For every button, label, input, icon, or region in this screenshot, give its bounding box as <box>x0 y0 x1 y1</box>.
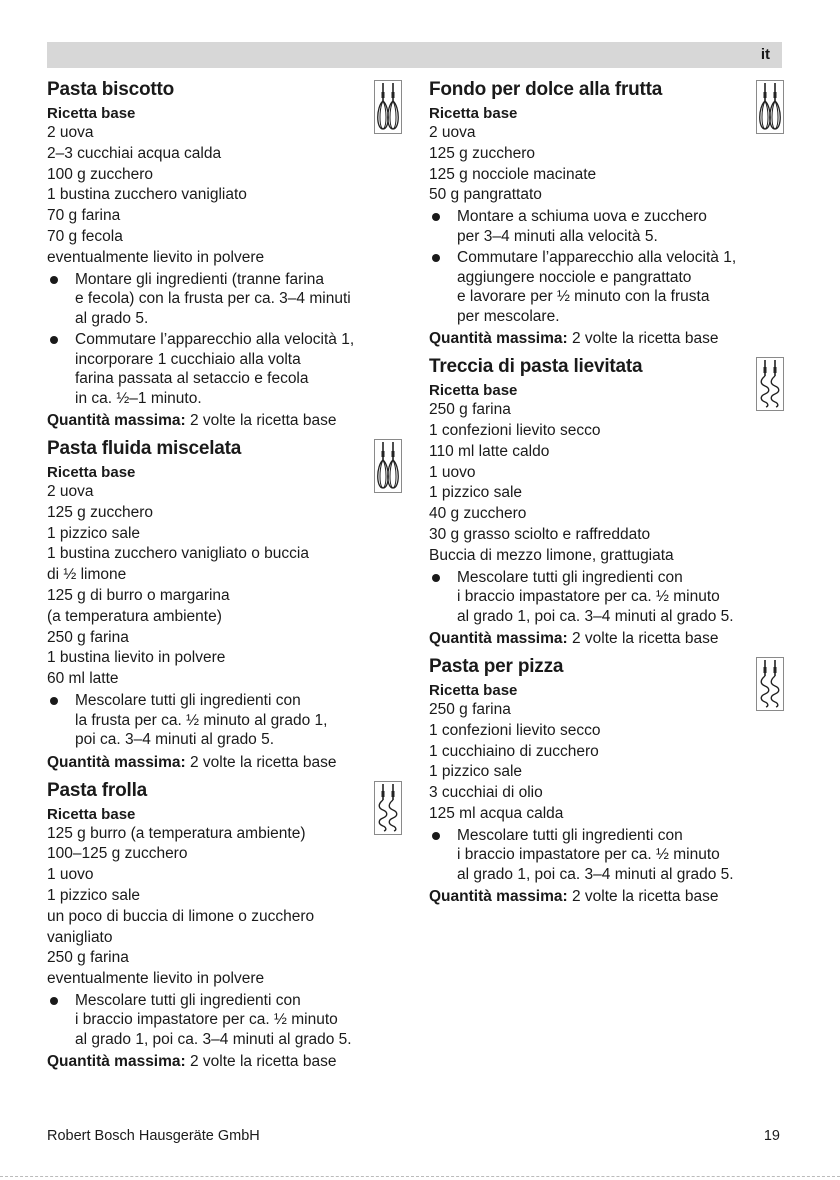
ingredient-line: vanigliato <box>47 928 113 946</box>
instruction-bullet <box>429 568 784 627</box>
recipe-subtitle: Ricetta base <box>47 805 136 823</box>
recipe-title: Pasta fluida miscelata <box>47 438 242 460</box>
bullet-dot-icon <box>50 276 58 284</box>
max-quantity-line <box>429 628 784 649</box>
ingredient-line: 125 g zucchero <box>429 144 535 162</box>
max-quantity-value: 2 volte la ricetta base <box>190 412 337 430</box>
max-quantity-label: Quantità massima: <box>429 330 568 348</box>
ingredient-line: 1 bustina lievito in polvere <box>47 649 226 667</box>
ingredient-line: 125 ml acqua calda <box>429 805 564 823</box>
instruction-bullet <box>47 330 402 408</box>
instruction-bullet <box>47 991 402 1050</box>
ingredient-line: 125 g zucchero <box>47 503 153 521</box>
recipe-subtitle: Ricetta base <box>429 105 518 122</box>
bullet-dot-icon <box>432 832 440 840</box>
ingredient-line: 2–3 cucchiai acqua calda <box>47 144 222 162</box>
recipe-section <box>429 355 784 649</box>
recipe-section <box>429 78 784 349</box>
footer-company: Robert Bosch Hausgeräte GmbH <box>47 1128 260 1144</box>
recipe-subtitle: Ricetta base <box>47 464 136 482</box>
instruction-bullet <box>429 207 784 246</box>
left-column <box>47 78 402 1078</box>
instruction-text: Mescolare tutti gli ingredienti con i braccio impastatore per ca. ½ minuto al grado 1, poi ca. 3–4 minuti al grado 5. <box>457 826 734 883</box>
ingredient-line: eventualmente lievito in polvere <box>47 248 265 266</box>
recipe-section <box>47 437 402 772</box>
whisk-icon <box>756 80 784 134</box>
instruction-bullet <box>429 248 784 326</box>
ingredient-line: 125 g nocciole macinate <box>429 165 597 183</box>
ingredient-line: 1 pizzico sale <box>429 484 523 502</box>
ingredient-line: 70 g fecola <box>47 227 123 245</box>
ingredient-line: 1 uovo <box>47 866 94 884</box>
ingredient-line: 1 cucchiaino di zucchero <box>429 742 599 760</box>
max-quantity-label: Quantità massima: <box>429 630 568 648</box>
ingredient-line: 1 bustina zucchero vanigliato o buccia <box>47 545 309 563</box>
ingredient-line: 250 g farina <box>47 628 129 646</box>
bullet-dot-icon <box>50 336 58 344</box>
instruction-text: Mescolare tutti gli ingredienti con la frusta per ca. ½ minuto al grado 1, poi ca. 3–4 minuti al grado 5. <box>75 692 328 749</box>
dough-hook-icon <box>756 357 784 411</box>
bullet-dot-icon <box>50 697 58 705</box>
ingredient-line: 30 g grasso sciolto e raffreddato <box>429 525 651 543</box>
bullet-dot-icon <box>50 997 58 1005</box>
ingredient-line: 1 uovo <box>429 463 476 481</box>
max-quantity-line <box>429 886 784 907</box>
header-bar <box>47 42 782 68</box>
ingredient-line: 125 g di burro o margarina <box>47 587 230 605</box>
ingredient-line: (a temperatura ambiente) <box>47 607 222 625</box>
ingredient-line: 50 g pangrattato <box>429 186 542 204</box>
max-quantity-value: 2 volte la ricetta base <box>572 630 719 648</box>
ingredient-line: di ½ limone <box>47 566 127 584</box>
recipe-subtitle: Ricetta base <box>429 382 518 400</box>
max-quantity-value: 2 volte la ricetta base <box>572 888 719 906</box>
ingredient-line: 1 pizzico sale <box>47 524 141 542</box>
ingredient-line: 100 g zucchero <box>47 165 153 183</box>
dough-hook-icon <box>374 781 402 835</box>
ingredient-line: 1 pizzico sale <box>429 763 523 781</box>
ingredient-line: 2 uova <box>47 124 94 141</box>
instruction-bullet <box>47 270 402 329</box>
max-quantity-value: 2 volte la ricetta base <box>190 1053 337 1071</box>
max-quantity-value: 2 volte la ricetta base <box>190 753 337 771</box>
ingredient-line: 125 g burro (a temperatura ambiente) <box>47 824 306 842</box>
max-quantity-line <box>47 1051 402 1072</box>
instruction-bullet <box>429 826 784 885</box>
ingredient-line: 1 pizzico sale <box>47 886 141 904</box>
ingredient-line: eventualmente lievito in polvere <box>47 970 265 988</box>
ingredient-line: 70 g farina <box>47 207 121 225</box>
instruction-text: Montare a schiuma uova e zucchero per 3–4 minuti alla velocità 5. <box>457 208 707 245</box>
ingredient-line: 250 g farina <box>429 701 511 719</box>
ingredient-line: Buccia di mezzo limone, grattugiata <box>429 546 674 564</box>
recipe-subtitle: Ricetta base <box>429 682 518 700</box>
instruction-text: Commutare l’apparecchio alla velocità 1, aggiungere nocciole e pangrattato e lavorare per ½ minuto con la frusta per mescolare. <box>457 249 737 325</box>
ingredient-line: 1 confezioni lievito secco <box>429 721 601 739</box>
max-quantity-line <box>429 328 784 349</box>
recipe-section <box>429 655 784 907</box>
instruction-text: Mescolare tutti gli ingredienti con i braccio impastatore per ca. ½ minuto al grado 1, poi ca. 3–4 minuti al grado 5. <box>75 991 352 1048</box>
instruction-bullet <box>47 691 402 750</box>
bullet-dot-icon <box>432 213 440 221</box>
language-code: it <box>760 46 770 63</box>
recipe-title: Pasta biscotto <box>47 79 175 100</box>
recipe-section <box>47 78 402 431</box>
ingredient-line: 3 cucchiai di olio <box>429 784 543 802</box>
max-quantity-line <box>47 752 402 773</box>
whisk-icon <box>374 80 402 134</box>
ingredient-line: 250 g farina <box>47 949 129 967</box>
page-number: 19 <box>763 1128 780 1144</box>
max-quantity-label: Quantità massima: <box>47 753 186 771</box>
max-quantity-label: Quantità massima: <box>47 1053 186 1071</box>
ingredient-line: 1 bustina zucchero vanigliato <box>47 186 247 204</box>
ingredient-line: 2 uova <box>47 483 94 501</box>
max-quantity-value: 2 volte la ricetta base <box>572 330 719 348</box>
recipe-section <box>47 779 402 1073</box>
max-quantity-label: Quantità massima: <box>47 412 186 430</box>
ingredient-line: 110 ml latte caldo <box>429 442 550 460</box>
recipe-title: Fondo per dolce alla frutta <box>429 79 663 100</box>
whisk-icon <box>374 439 402 493</box>
ingredient-line: 2 uova <box>429 124 476 141</box>
instruction-text: Montare gli ingredienti (tranne farina e fecola) con la frusta per ca. 3–4 minuti al grado 5. <box>75 270 351 327</box>
ingredient-line: 100–125 g zucchero <box>47 845 188 863</box>
bottom-rule <box>0 1176 840 1177</box>
ingredient-line: 60 ml latte <box>47 670 119 688</box>
bullet-dot-icon <box>432 574 440 582</box>
recipe-title: Pasta frolla <box>47 779 148 801</box>
recipe-title: Pasta per pizza <box>429 656 564 678</box>
dough-hook-icon <box>756 657 784 711</box>
max-quantity-line <box>47 410 402 431</box>
ingredient-line: 250 g farina <box>429 401 511 419</box>
bullet-dot-icon <box>432 254 440 262</box>
ingredient-line: 1 confezioni lievito secco <box>429 421 601 439</box>
recipe-title: Treccia di pasta lievitata <box>429 356 643 378</box>
instruction-text: Mescolare tutti gli ingredienti con i braccio impastatore per ca. ½ minuto al grado 1, poi ca. 3–4 minuti al grado 5. <box>457 568 734 625</box>
ingredient-line: un poco di buccia di limone o zucchero <box>47 907 315 925</box>
right-column <box>429 78 784 913</box>
recipe-subtitle: Ricetta base <box>47 105 136 122</box>
ingredient-line: 40 g zucchero <box>429 505 527 523</box>
max-quantity-label: Quantità massima: <box>429 888 568 906</box>
instruction-text: Commutare l’apparecchio alla velocità 1, incorporare 1 cucchiaio alla volta farina passata al setaccio e fecola in ca. ½–1 minuto. <box>75 331 355 407</box>
